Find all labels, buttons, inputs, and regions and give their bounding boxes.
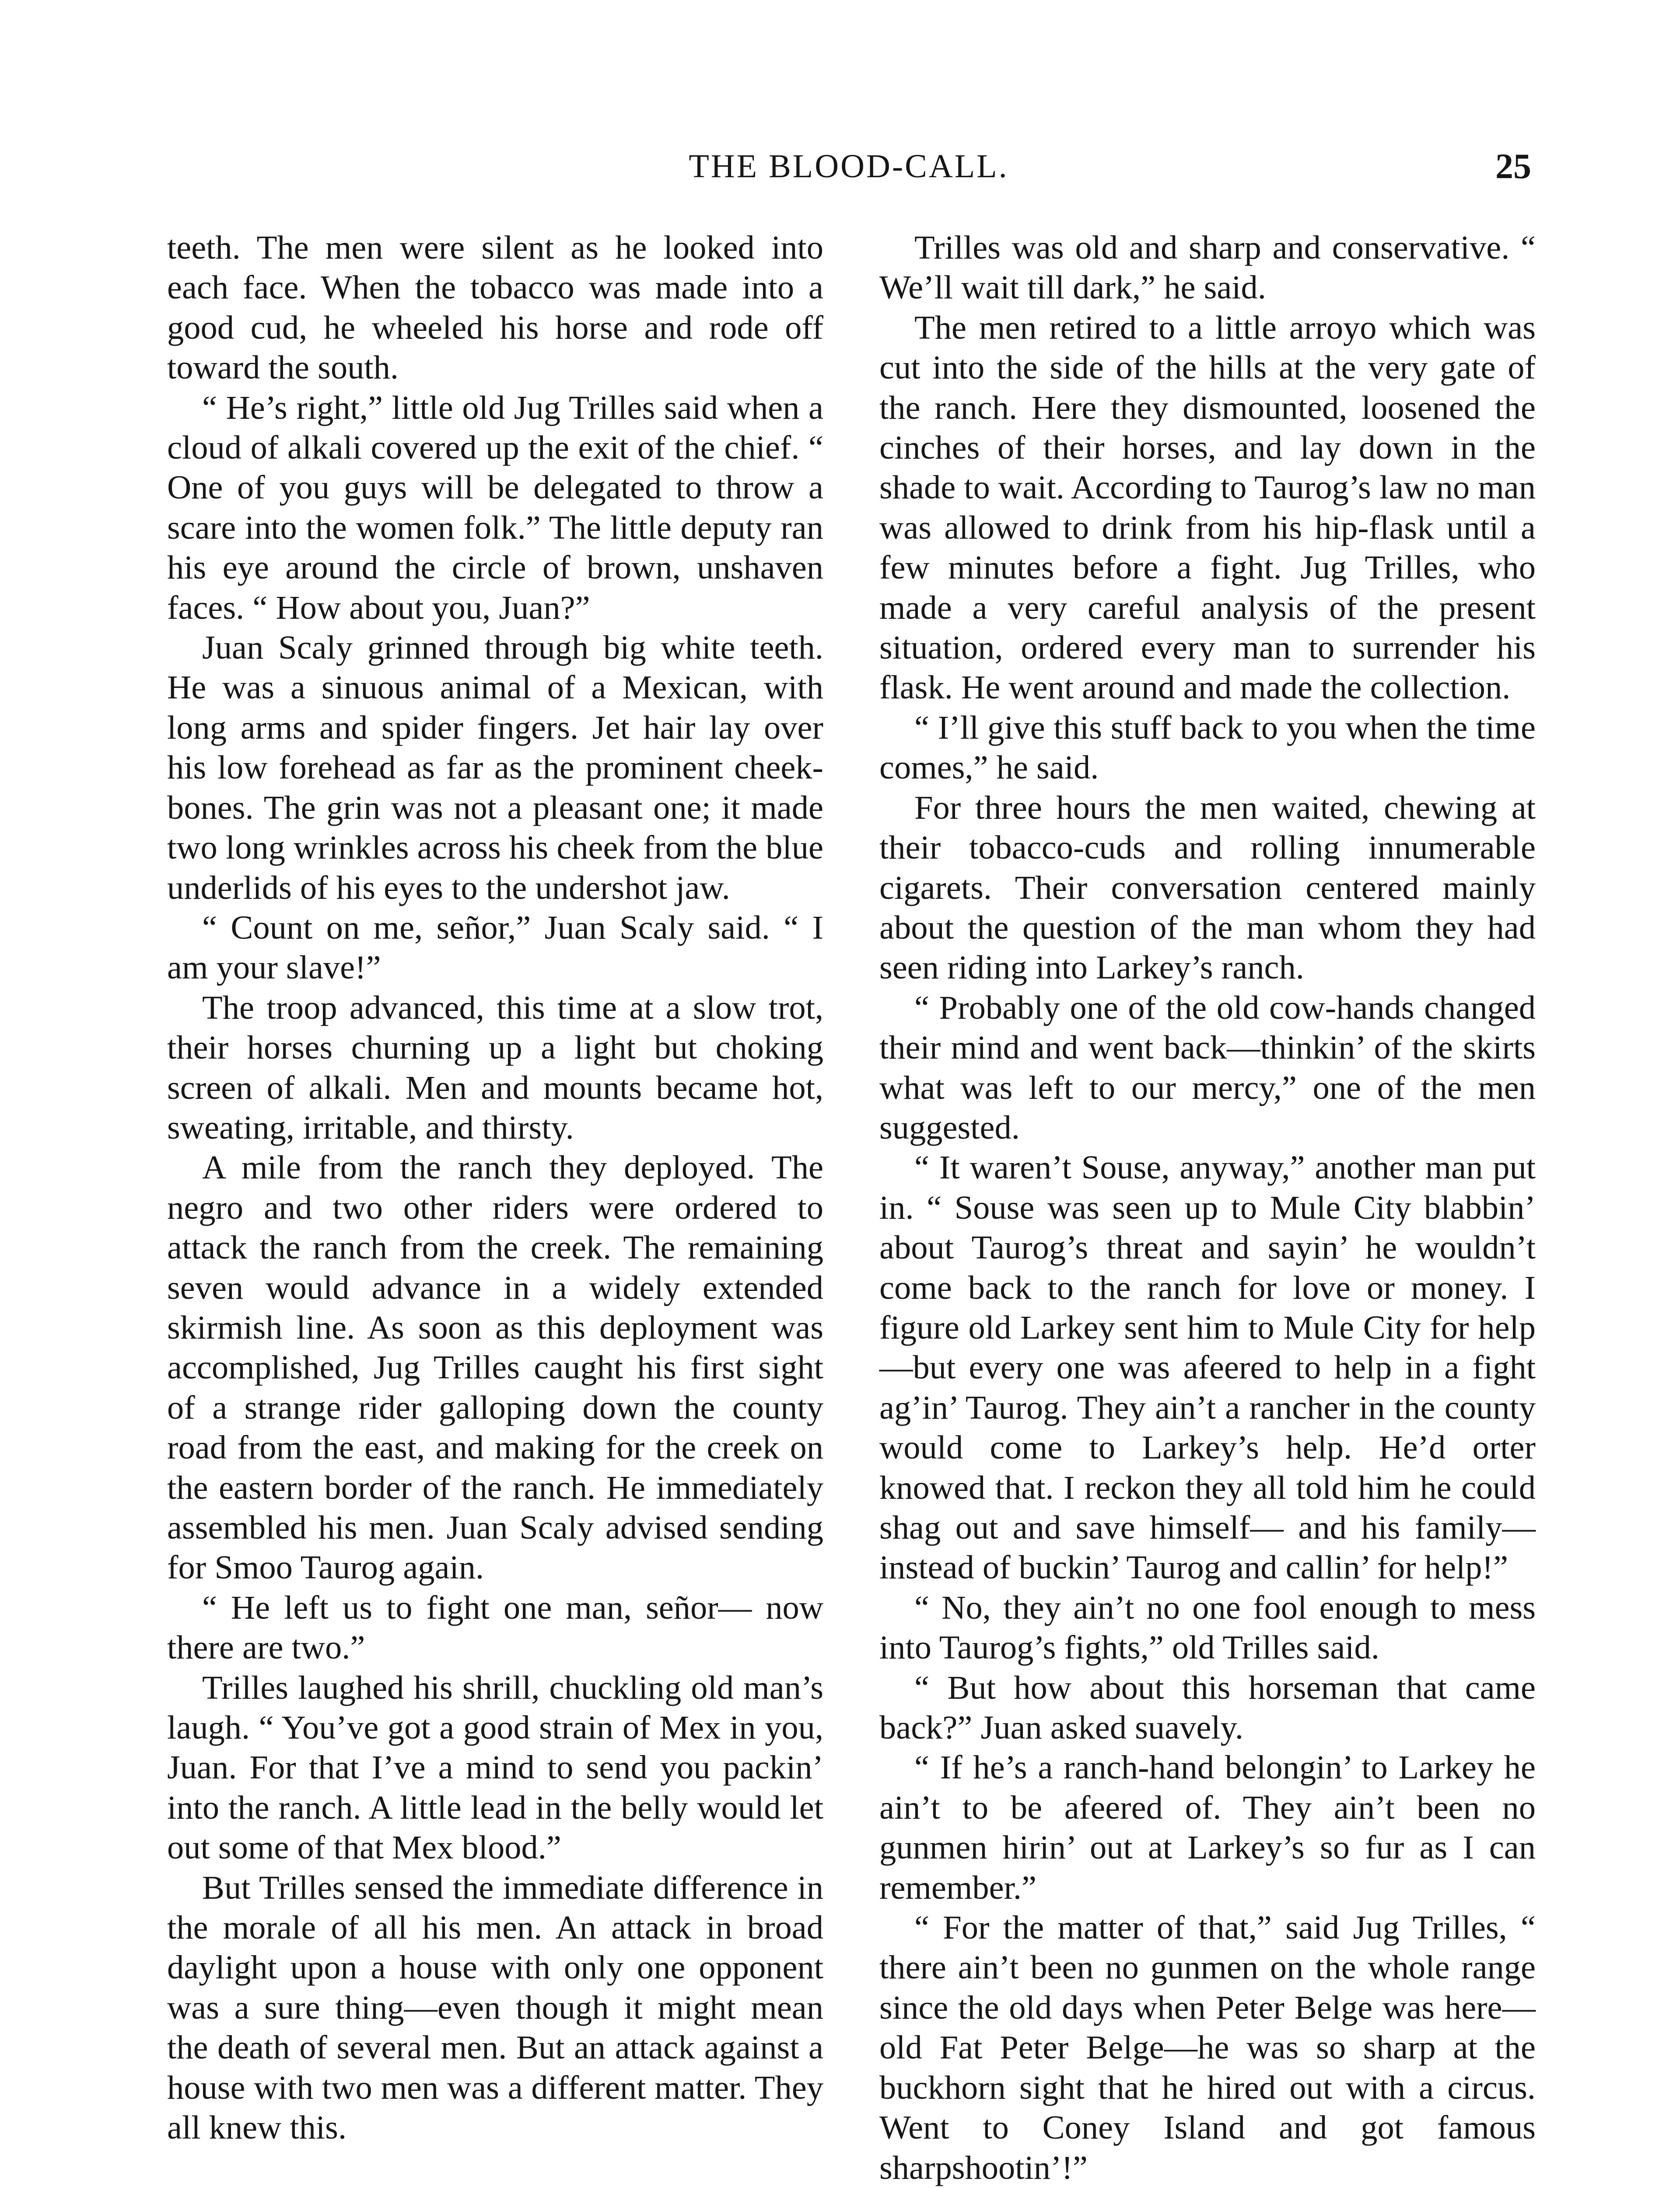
right-column xyxy=(879,228,1536,2188)
paragraph: teeth. The men were silent as he looked into each face. When the tobacco was made into a good cud, he wheeled his horse and rode off toward the south. xyxy=(167,229,823,386)
paragraph: “ But how about this horseman that came back?” Juan asked suavely. xyxy=(879,1669,1536,1746)
paragraph: “ No, they ain’t no one fool enough to mess into Taurog’s fights,” old Trilles said. xyxy=(879,1588,1536,1666)
paragraph: The troop advanced, this time at a slow trot, their horses churning up a light but choking screen of alkali. Men and mounts became hot, sweating, irritable, and thirsty. xyxy=(167,989,823,1146)
paragraph: Trilles was old and sharp and conservative. “ We’ll wait till dark,” he said. xyxy=(879,229,1536,306)
paragraph: The men retired to a little arroyo which was cut into the side of the hills at the very gate of the ranch. Here they dismounted, loosened the cinches of their horses, and lay down in the shade to wait. According to Taurog’s law no man was allowed to drink from his hip-flask until a few minutes before a fight. Jug Trilles, who made a very careful analysis of the present situation, ordered every man to surrender his flask. He went around and made the collection. xyxy=(879,309,1536,706)
running-head xyxy=(166,144,1531,197)
paragraph: A mile from the ranch they deployed. The negro and two other riders were ordered to attack the ranch from the creek. The remaining seven would advance in a widely extended skirmish line. As soon as this deployment was accomplished, Jug Trilles caught his first sight of a strange rider galloping down the county road from the east, and making for the creek on the eastern border of the ranch. He immediately assembled his men. Juan Scaly advised sending for Smoo Taurog again. xyxy=(167,1149,823,1586)
paragraph: For three hours the men waited, chewing at their tobacco-cuds and rolling innumerable cigarets. Their conversation centered mainly about the question of the man whom they had seen riding into Larkey’s ranch. xyxy=(879,789,1536,986)
paragraph: Juan Scaly grinned through big white teeth. He was a sinuous animal of a Mexican, with long arms and spider fingers. Jet hair lay over his low forehead as far as the prominent cheek-bones. The grin was not a pleasant one; it made two long wrinkles across his cheek from the blue underlids of his eyes to the undershot jaw. xyxy=(167,629,823,906)
paragraph: “ Probably one of the old cow-hands changed their mind and went back—thinkin’ of the skirts what was left to our mercy,” one of the men suggested. xyxy=(879,989,1536,1146)
paragraph: “ I’ll give this stuff back to you when the time comes,” he said. xyxy=(879,708,1536,786)
page-number: 25 xyxy=(1495,146,1531,186)
paragraph: “ If he’s a ranch-hand belongin’ to Larkey he ain’t to be afeered of. They ain’t been no gunmen hirin’ out at Larkey’s so fur as I can remember.” xyxy=(879,1749,1536,1906)
paragraph: “ He’s right,” little old Jug Trilles said when a cloud of alkali covered up the exit of the chief. “ One of you guys will be delegated to throw a scare into the women folk.” The little deputy ran his eye around the circle of brown, unshaven faces. “ How about you, Juan?” xyxy=(167,389,823,626)
paragraph: But Trilles sensed the immediate difference in the morale of all his men. An attack in broad daylight upon a house with only one opponent was a sure thing—even though it might mean the death of several men. But an attack against a house with two men was a different matter. They all knew this. xyxy=(167,1869,823,2146)
chapter-title: THE BLOOD-CALL. xyxy=(689,148,1009,185)
paragraph: “ He left us to fight one man, señor— now there are two.” xyxy=(167,1588,823,1666)
paragraph: “ Count on me, señor,” Juan Scaly said. “ I am your slave!” xyxy=(167,908,823,986)
left-column xyxy=(167,228,823,2148)
paragraph: “ For the matter of that,” said Jug Trilles, “ there ain’t been no gunmen on the whole range since the old days when Peter Belge was here—old Fat Peter Belge—he was so sharp at the buckhorn sight that he hired out with a circus. Went to Coney Island and got famous sharpshootin’!” xyxy=(879,1909,1536,2186)
paragraph: “ It waren’t Souse, anyway,” another man put in. “ Souse was seen up to Mule City blabbin’ about Taurog’s threat and sayin’ he wouldn’t come back to the ranch for love or money. I figure old Larkey sent him to Mule City for help—but every one was afeered to help in a fight ag’in’ Taurog. They ain’t a rancher in the county would come to Larkey’s help. He’d orter knowed that. I reckon they all told him he could shag out and save himself— and his family—instead of buckin’ Taurog and callin’ for help!” xyxy=(879,1149,1536,1586)
paragraph: Trilles laughed his shrill, chuckling old man’s laugh. “ You’ve got a good strain of Mex in you, Juan. For that I’ve a mind to send you packin’ into the ranch. A little lead in the belly would let out some of that Mex blood.” xyxy=(167,1669,823,1866)
